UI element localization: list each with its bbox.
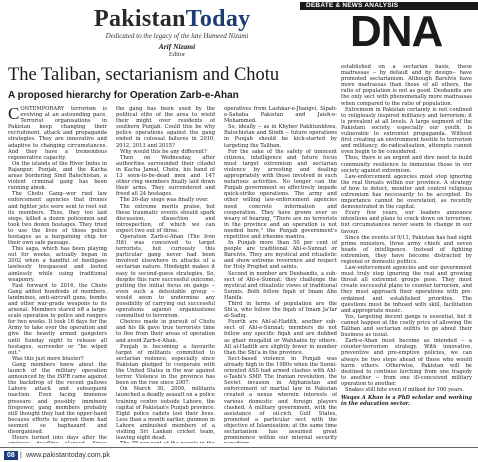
article-column-3 [224, 106, 337, 443]
newspaper-logo [94, 6, 250, 33]
article-column-4 [341, 64, 472, 443]
article-column-1 [8, 106, 107, 443]
page-footer [0, 447, 478, 462]
paragraph: Gang members knew about the launch of the military operation announced by the ISPR came against the backdrop of the recent gallows Lahore attack and subsequent inaction. Even facing immense pressure and possibly imminent firepower, gang members probably still thought they had the upper-hand because efforts to uproot them had seemed so haphazard and disorganised. [8, 361, 107, 435]
paragraph: Was this just mere bluster? [12, 355, 84, 362]
paragraph: Extremism in Pakistan certainly is not confined to religiously inspired militancy and terrorism; it is prevalent at all levels. A large segment of the Pakistani society, especially our youth, is vulnerable to extremist propaganda. Without first creating an environment hostile to terrorism and militancy, de-radicalisation, attempts cannot even begin to be considered. [341, 106, 472, 156]
paragraph: Why would this be any different? [120, 148, 207, 155]
author-note: Waqas A Khan is a PhD scholar and working in the education sector. [341, 395, 472, 408]
paragraph: Operation Zarb-e-Ahan (The Iron Hit) was conceived to target terrorists, but curiously this particular gang never had been involved elsewhere in attacks of a sectarian nature. Hindsight makes it easy to second-guess strategies. So, despite this rare successful outcome, putting the initial focus on gangs -- even such a detestable group -- would seem to undermine any possibility of carrying out successful operations against organisations committed to terrorism. [116, 233, 215, 320]
article-subhead: A proposed hierarchy for Operation Zarb-e-Ahan [8, 90, 239, 101]
editor-name: Arif Nizami [158, 42, 196, 51]
footer-divider [0, 447, 478, 448]
dedication: Dedicated to the legacy of the late Hameed Nizami [105, 32, 249, 40]
paragraph: Thus, there is an urgent and dire need to build community resilience to immunise those in our society against extremism. [341, 155, 472, 174]
section-logo-dna: DNA [350, 7, 443, 56]
paragraph: Hours turned into days after the [12, 435, 107, 442]
editor-role: Editor [168, 51, 186, 58]
paragraph: Sect-based violence in Punjab was already high in the 1980s when the Sunni-oriented ASS had armed clashes with Ahl-e-Tashi's SMP. The Iranian revolution, the Soviet invasion in Afghanistan and enforcement of martial law in Pakistan created a nexus wherein interests of various domestic and foreign players clashed. A military government, with the assistance of oil-rich Gulf States, promoted a particular sect with the objective of Islamisation; at the same time sectarianism has assumed great prominence within our internal security [224, 355, 337, 442]
article-headline: The Taliban, sectarianism and Chotu [8, 65, 280, 85]
paragraph: Since the events of 9/11, Pakistan has had eight prime ministers, three army chiefs and seven heads of intelligence. Instead of fighting extremism, they have become distracted by regional or domestic politics. [341, 234, 472, 265]
paragraph: Law-enforcement agencies must stop ignoring the real threats within our province. A strategy of how to detect, monitor and control religious extremism has necessarily to be accepted. Its importance cannot be overstated, as recently demonstrated in the capital. [341, 173, 472, 211]
paragraph: Punjab is becoming a favourite target of militants committed to sectarian violence, especially since Pakistan pledged to cooperate with the United States in the war against terror. Violence in the province has been on the rise since 2007. [116, 343, 215, 387]
paragraph: The Chotu Gang--wor ried law enforcement agencies that drones and fighter jets were sent to root out its members. Thus, they too laid siege, killed a dozen policemen and took two dozen hostages. They tried to use the lives of those police hostages as a bargaining chip for their own safe passage. [8, 191, 107, 247]
website-link[interactable]: www.pakistantoday.com.pk [26, 452, 110, 459]
paragraph: On the islands of the River Indus in Rajanpur, Punjab, and the Kacha areas bordering Sind Balochistan, a violent criminal gang has been running amok. [8, 160, 107, 192]
paragraph: Law-enforcement agencies and our government must truly stop ignoring the real and growing threat all extremist groups pose. They must create successful plans to counter terrorism, and they must approach their operations with pre-ordained and established priorities. The questions must be infused with skill, facilitation and appropriate music. [341, 265, 472, 314]
paragraph: Third in terms of population are the Shi'a, who follow the fiqah of Imam Ja'far al-Sadiq. [224, 301, 337, 320]
paragraph: Then on Wednesday, after authorities surrounded their citadel in Kacha Jamal, Chotu, his band of 13 soon-to-be-dead men and 147 other ring members finally laid down their arms. They surrendered and freed all 24 hostages. [116, 154, 215, 198]
paragraph: Fourth are Ahl-al-Hadith, another sub-sect of Ahl-e-Sunnat; members do not follow any specific fiqah and are dubbed as ghair muqallid or Wahhabis by others. All al-Hadith are slightly fewer in number than the Shi'a in the province. [224, 319, 337, 356]
paragraph: Choices made in pursuit of Chotu and his ilk gave true terrorists time to flee from their areas of operation and avoid Zarb-e-Ahan. [116, 319, 215, 344]
paragraph: Zarb-e-Ahan must become as intended -- a counter-terrorism strategy. With innovative, preventive and pre-emptive policies, we can always be two steps ahead of those who would harm others. Otherwise, Pakistan will be destined to continue lurching from one tragedy to another -- from one ill-conceived military operation to another. [341, 338, 472, 387]
paragraph: CONTEMPORARY terrorism is evolving at an astounding pace. Terrorist organisations in Pakistan keep changing their recruitment, attack and propaganda strategies. They are innovative and adaptive to changing circumstances. And they have a tremendous regenerative capacity. [8, 106, 107, 161]
logo-text-today: Today [185, 6, 251, 32]
paragraph: Snakes still bite even if milked for 100 years. [345, 386, 464, 393]
paragraph: Every few years, our leaders announce intentions and plans to crack down on terrorism, but circumstances never seem to change in our favour. [341, 210, 472, 235]
paragraph: The extreme merits praise, but these traumatic events should spark discussion, dissection and introspection, of which we can expect two out of three. [116, 203, 215, 234]
paragraph: The 20-day siege was finally over. [120, 197, 209, 204]
paragraph: Yes, targeting decent gangs is essential, but it cannot happen at the costly price of allowing the Taliban and sectarian outfits to go about their business as usual. [341, 313, 472, 339]
paragraph [116, 441, 215, 443]
paragraph: In Punjab more than 50 per cent of people are traditional Ahl-e-Sunnat or Barelvis. They are mystical and ritualistic and show extreme reverence and respect for Holy Prophet and saints. [224, 240, 337, 271]
paragraph: the gang has been used by the political elite of the area to wield their might over residents of southern Punjab. Could this be why police operations against the gang ended in colossal failures in 2010, 2012, 2013 and 2015? [116, 106, 215, 149]
paragraph: Second in number are Deobandis, a sub-sect of Ahl-e-Sunnat; they challenge the mystical and ritualistic views of traditional Sunnis. Both follow fiqah of Imam Abu Hanifa. [224, 270, 337, 301]
drop-cap: C [8, 106, 20, 123]
section-banner: DEBATE & NEWS ANALYSIS [300, 2, 478, 10]
paragraph: Fast forward to 2016, the Chotu Gang added hundreds of members, landmines, anti-aircraft guns, bombs and other war-grade weapons to its arsenal. Members stared off a large-scale operation to police and rangers for two weeks. It took 16 days for the Army to take over the operation and give the heavily armed gangsters until Sunday night to release all hostages, surrender or "be wiped out." [8, 282, 107, 356]
logo-text-pakistan: Pakistan [94, 6, 186, 32]
page-number: 08 [4, 451, 18, 460]
paragraph: On March 30, 2009, militants launched a deadly assault on a police training centre outside Lahore, the capital of Pakistan's Punjab province. Eight police cadets lost their lives. Less than a month earlier, gunmen in Lahore ambushed members of a visiting Sri Lankan cricket team, leaving eight dead. [116, 386, 215, 442]
article-column-2 [116, 106, 215, 443]
masthead [0, 0, 478, 62]
footer-separator: | [20, 452, 22, 459]
paragraph: operatives from Lashkar-e-Jhangvi, Sipah-e-Sahaba Pakistan and Jaish-e-Mohammed. [224, 106, 337, 125]
paragraph: This saga, which has been playing out for weeks, actually began in 2002 when a handful of hooligans lawlessly trespassed and looted aimlessly while using traditional weaponry. [8, 246, 107, 283]
paragraph: established on a sectarian basis, these madrassas -- by default and by design-- have promoted sectarianism. Although Barelvis have more madrassas than those of all others, the ratio of population is not as good. Deobandis are the only sect with phenomenally more madrassas when compared to the ratio of population. [341, 64, 472, 107]
paragraph: So, ideally -- as in Khyber Pakhtunkhwa, Balochistan and Sindh -- future operations in Punjab should be kick-started by targeting the Taliban. [224, 124, 337, 149]
paragraph: For the sake of the safety of innocent citizens, intelligence and future focus must target extremism and sectarian violence by arresting and dealing appropriately with those involved in such nefarious activities. No longer can the Punjab government so effectively impede quick-strike operations. The army and other willing law-enforcement agencies need concrete information and cooperation. They have grown ever so weary of hearing, "There are no terrorists in the province and an operation is not needed here," the Punjab government's repetitive and irksome mantra. [224, 148, 337, 240]
